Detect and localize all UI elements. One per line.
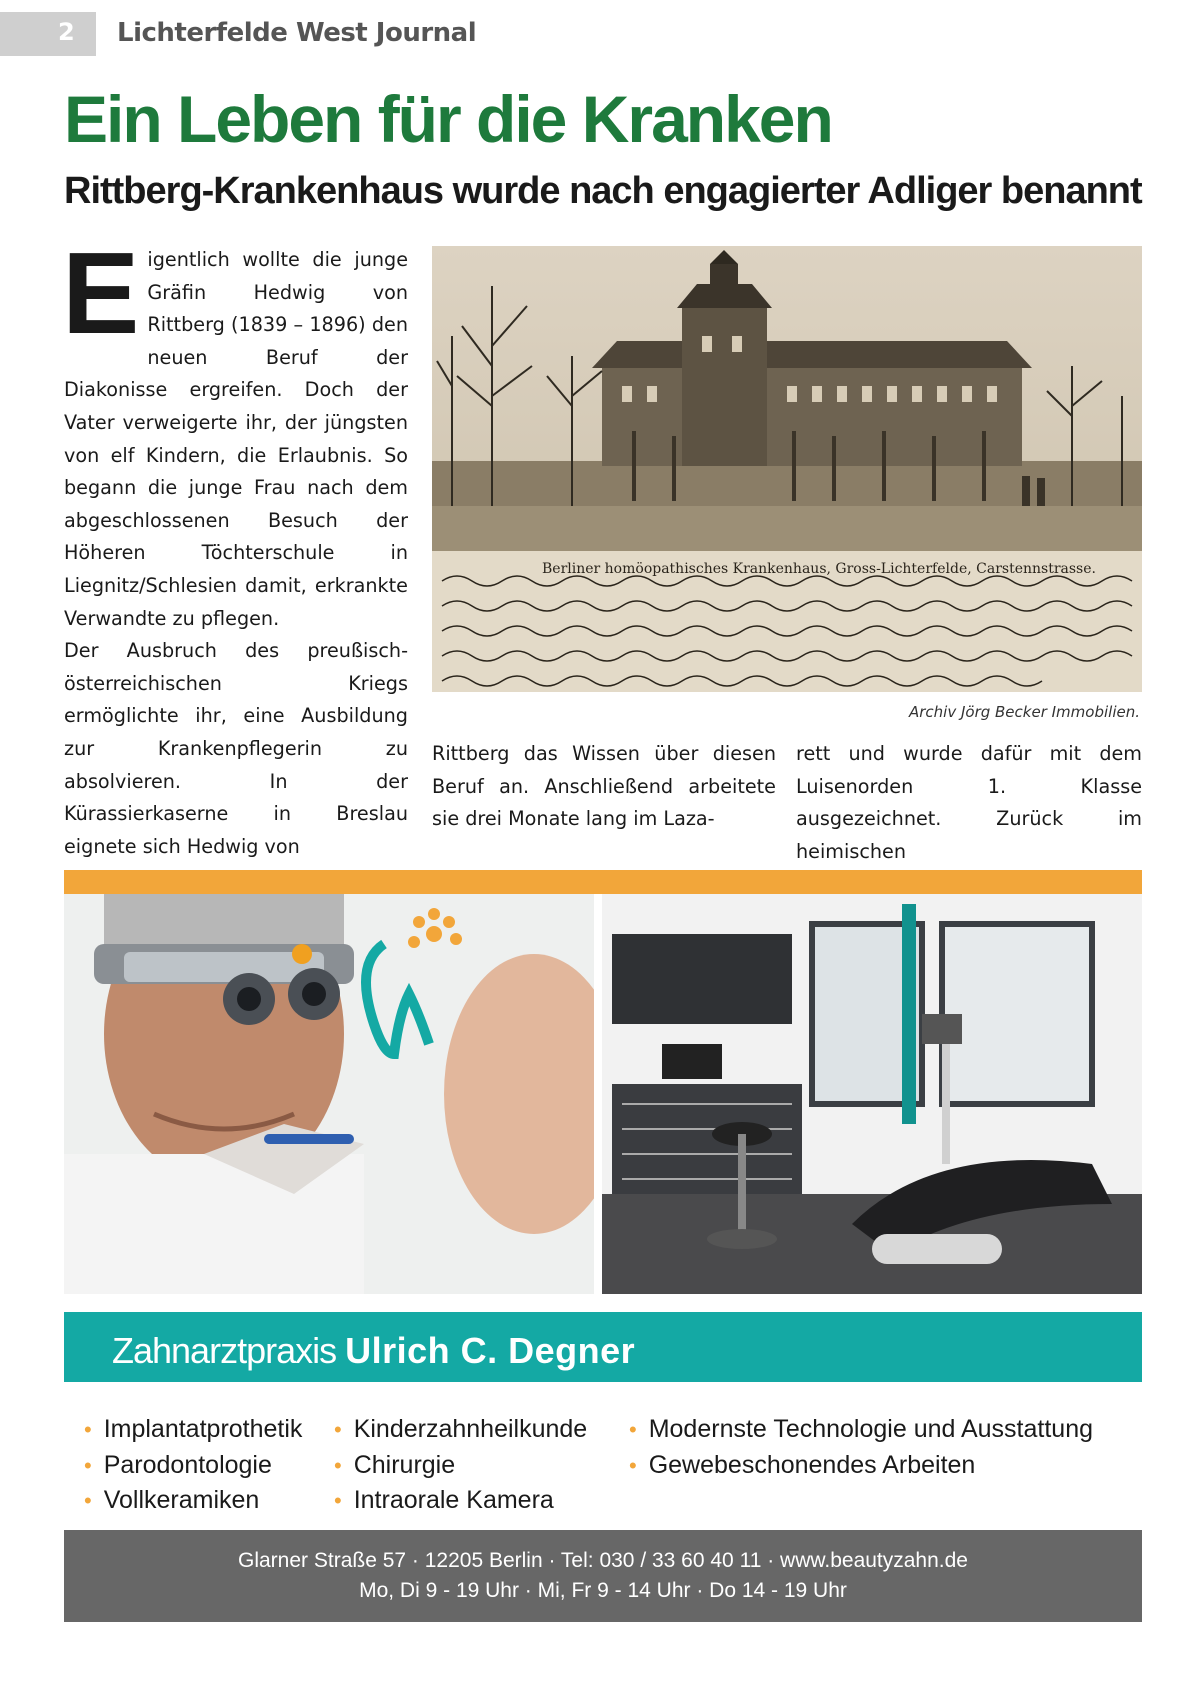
bullet-icon: • [334, 1488, 342, 1513]
opening-hours-line: Mo, Di 9 - 19 Uhr · Mi, Fr 9 - 14 Uhr · Do 14 - 19 Uhr [359, 1579, 847, 1602]
article-column-3: rett und wurde dafür mit dem Luisenorden 1. Klasse ausgezeichnet. Zurück im heimischen [796, 742, 1142, 863]
article-subheadline: Rittberg-Krankenhaus wurde nach engagierter Adliger benannt [64, 170, 1142, 212]
ad-top-bar [64, 870, 1142, 894]
page-number-tab [0, 12, 96, 56]
historic-postcard-photo [432, 246, 1142, 692]
list-item: • Parodontologie [84, 1450, 272, 1479]
article-column-1 [62, 228, 408, 863]
bullet-icon: • [84, 1452, 92, 1478]
dentist-portrait-image [64, 894, 594, 1294]
bullet-icon: • [84, 1417, 92, 1442]
bullet-icon: • [334, 1452, 342, 1478]
page-number: 2 [58, 18, 75, 46]
bullet-icon: • [629, 1417, 637, 1442]
practice-name [112, 1330, 635, 1372]
list-item: • Intraorale Kamera [334, 1486, 554, 1514]
article-headline: Ein Leben für die Kranken [64, 82, 832, 156]
list-item: • Kinderzahnheilkunde [334, 1415, 588, 1443]
drop-cap: E [62, 228, 140, 358]
journal-name: Lichterfelde West Journal [117, 18, 477, 48]
services-list-2 [334, 1412, 587, 1519]
dental-practice-ad [64, 870, 1142, 1622]
services-list-1 [84, 1412, 302, 1519]
postcard-image [432, 246, 1142, 692]
list-item: • Gewebeschonendes Arbeiten [629, 1450, 976, 1479]
article-paragraph-2: Der Ausbruch des preußisch-österreichischen Kriegs ermöglichte ihr, eine Ausbildung zur Krankenpflegerin zu absolvieren. In der Kürassierkaserne in Breslau eignete sich Hedwig von [64, 639, 408, 858]
dentist-portrait-photo [64, 894, 594, 1294]
dentist-name: Ulrich C. Degner [345, 1330, 636, 1371]
list-item: • Modernste Technologie und Ausstattung [629, 1415, 1094, 1443]
list-item: • Chirurgie [334, 1450, 456, 1479]
practice-name-bar [64, 1312, 1142, 1382]
photo-caption: Archiv Jörg Becker Immobilien. [908, 703, 1140, 721]
list-item: • Implantatprothetik [84, 1415, 303, 1443]
treatment-room-image [602, 894, 1142, 1294]
treatment-room-photo [602, 894, 1142, 1294]
ad-contact-footer [64, 1530, 1142, 1622]
practice-type: Zahnarztpraxis [112, 1330, 346, 1371]
bullet-icon: • [84, 1488, 92, 1513]
page-header [0, 0, 1200, 56]
list-item: • Vollkeramiken [84, 1486, 260, 1514]
postcard-print-line: Berliner homöopathisches Krankenhaus, Gross-Lichterfelde, Carstennstrasse. [542, 561, 1096, 577]
article-paragraph-1: igentlich wollte die junge Gräfin Hedwig von Rittberg (1839 – 1896) den neuen Beruf der Diakonisse ergreifen. Doch der Vater verweigerte ihr, der jüngsten von elf Kindern, die Erlaubnis. So begann die junge Frau nach dem abgeschlossenen Besuch der Höheren Töchterschule in Liegnitz/Schlesien damit, erkrankte Verwandte zu pflegen. [64, 248, 408, 630]
bullet-icon: • [629, 1452, 637, 1478]
contact-address-line: Glarner Straße 57 · 12205 Berlin · Tel: 030 / 33 60 40 11 · www.beautyzahn.de [238, 1549, 968, 1572]
bullet-icon: • [334, 1417, 342, 1442]
article-column-2: Rittberg das Wissen über diesen Beruf an. Anschließend arbeitete sie drei Monate lang im Laza- [432, 742, 776, 831]
services-list-3 [629, 1412, 1093, 1483]
